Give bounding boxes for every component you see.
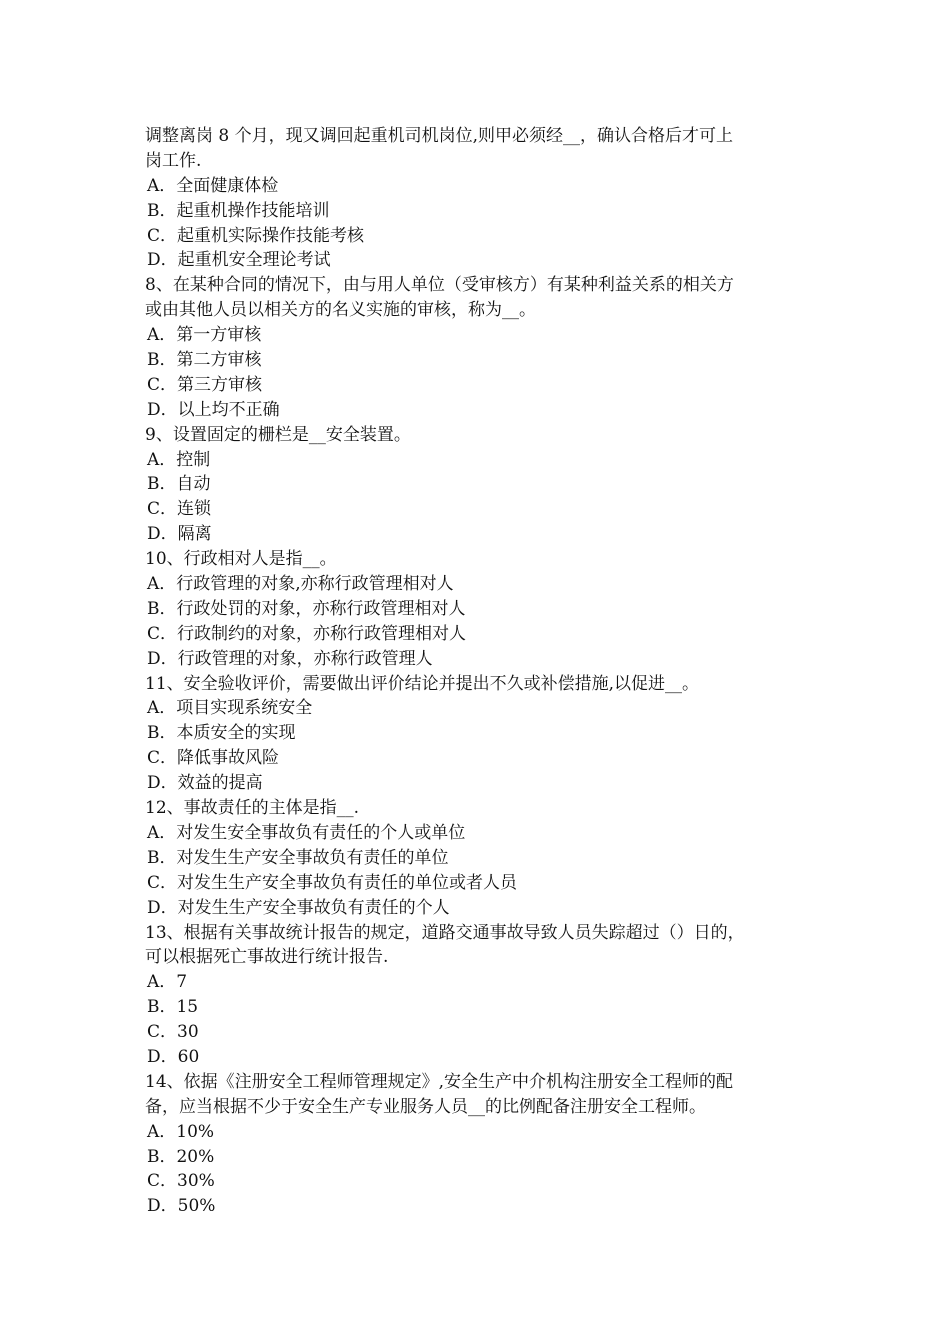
option-a: A．全面健康体检 xyxy=(147,175,279,196)
option-a: A．7 xyxy=(147,972,188,993)
option-b: B．20% xyxy=(147,1146,215,1167)
option-c: C．对发生生产安全事故负有责任的单位或者人员 xyxy=(147,872,518,893)
question-text-line: 可以根据死亡事故进行统计报告. xyxy=(145,947,389,968)
option-d: D．行政管理的对象，亦称行政管理人 xyxy=(147,648,433,669)
option-a: A．第一方审核 xyxy=(147,325,262,346)
option-b: B．15 xyxy=(147,997,199,1018)
question-10 xyxy=(145,547,825,671)
question-text-line: 11、安全验收评价，需要做出评价结论并提出不久或补偿措施,以促进__。 xyxy=(145,673,700,694)
option-b: B．第二方审核 xyxy=(147,350,262,371)
option-a: A．项目实现系统安全 xyxy=(147,698,313,719)
question-text-line: 13、根据有关事故统计报告的规定，道路交通事故导致人员失踪超过（）日的， xyxy=(145,922,745,943)
question-text-line: 岗工作. xyxy=(145,150,202,171)
option-d: D．60 xyxy=(147,1046,200,1067)
option-d: D．效益的提高 xyxy=(147,773,263,794)
option-a: A．10% xyxy=(147,1121,215,1142)
option-d: D．以上均不正确 xyxy=(147,399,280,420)
option-c: C．连锁 xyxy=(147,499,212,520)
option-a: A．对发生安全事故负有责任的个人或单位 xyxy=(147,822,466,843)
option-b: B．对发生生产安全事故负有责任的单位 xyxy=(147,847,449,868)
question-text-line: 调整离岗 8 个月，现又调回起重机司机岗位,则甲必须经__，确认合格后才可上 xyxy=(145,126,734,146)
question-text-line: 8、在某种合同的情况下，由与用人单位（受审核方）有某种利益关系的相关方 xyxy=(145,275,734,296)
option-b: B．自动 xyxy=(147,474,211,495)
option-b: B．本质安全的实现 xyxy=(147,723,296,744)
question-text-line: 或由其他人员以相关方的名义实施的审核，称为__。 xyxy=(145,300,536,321)
question-9 xyxy=(145,423,825,547)
question-text-line: 10、行政相对人是指__。 xyxy=(145,549,337,570)
option-a: A．行政管理的对象,亦称行政管理相对人 xyxy=(147,574,454,595)
option-d: D．起重机安全理论考试 xyxy=(147,250,331,271)
question-12 xyxy=(145,796,825,920)
question-text-line: 9、设置固定的栅栏是__安全装置。 xyxy=(145,424,411,445)
option-d: D．隔离 xyxy=(147,524,212,545)
question-8 xyxy=(145,273,825,422)
question-14 xyxy=(145,1070,825,1219)
option-d: D．对发生生产安全事故负有责任的个人 xyxy=(147,897,450,918)
option-a: A．控制 xyxy=(147,449,211,470)
question-text-line: 备，应当根据不少于安全生产专业服务人员__的比例配备注册安全工程师。 xyxy=(145,1096,706,1117)
option-b: B．行政处罚的对象，亦称行政管理相对人 xyxy=(147,598,466,619)
option-c: C．降低事故风险 xyxy=(147,748,280,769)
question-text-line: 12、事故责任的主体是指__. xyxy=(145,798,360,819)
question-list xyxy=(145,124,825,1219)
question-7-continuation xyxy=(145,124,825,273)
question-text-line: 14、依据《注册安全工程师管理规定》,安全生产中介机构注册安全工程师的配 xyxy=(145,1071,734,1092)
option-c: C．起重机实际操作技能考核 xyxy=(147,225,365,246)
option-c: C．行政制约的对象，亦称行政管理相对人 xyxy=(147,623,467,644)
option-c: C．30% xyxy=(147,1171,215,1192)
option-c: C．30 xyxy=(147,1022,199,1043)
option-c: C．第三方审核 xyxy=(147,374,263,395)
question-11 xyxy=(145,672,825,796)
option-d: D．50% xyxy=(147,1196,216,1217)
question-13 xyxy=(145,921,825,1070)
option-b: B．起重机操作技能培训 xyxy=(147,200,330,221)
